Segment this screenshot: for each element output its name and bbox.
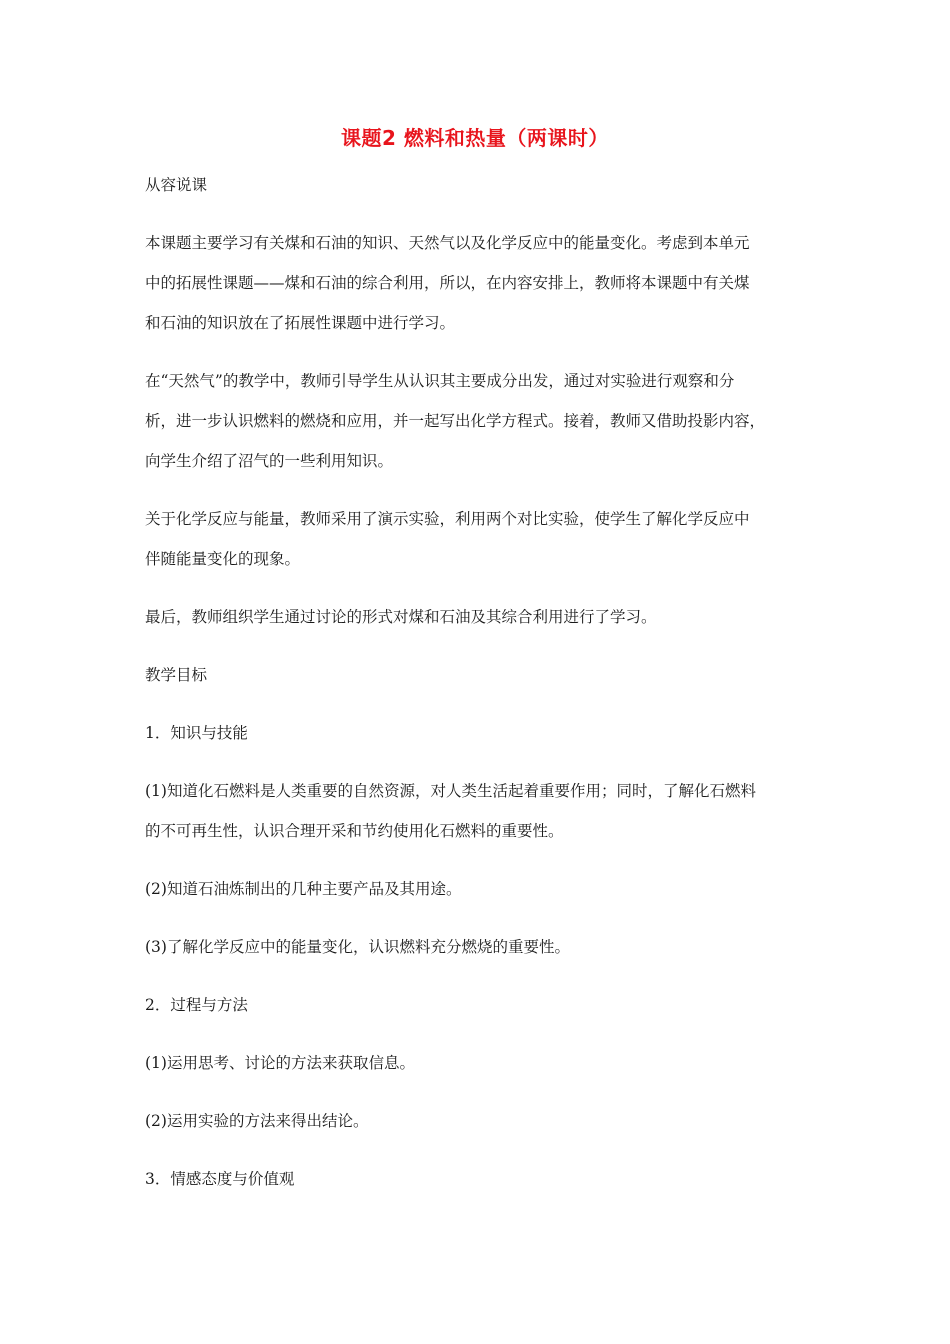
paragraph-line: 和石油的知识放在了拓展性课题中进行学习。 (145, 314, 456, 332)
subheading-knowledge: 1．知识与技能 (145, 724, 248, 742)
paragraph-line: 析，进一步认识燃料的燃烧和应用，并一起写出化学方程式。接着，教师又借助投影内容， (145, 412, 766, 430)
list-item-line: (1)知道化石燃料是人类重要的自然资源，对人类生活起着重要作用；同时，了解化石燃料 (145, 782, 756, 800)
paragraph-line: 伴随能量变化的现象。 (145, 550, 301, 568)
paragraph-line: 关于化学反应与能量，教师采用了演示实验，利用两个对比实验，使学生了解化学反应中 (145, 510, 750, 528)
list-item-line: (2)知道石油炼制出的几种主要产品及其用途。 (145, 880, 462, 898)
paragraph-line: 在“天然气”的教学中，教师引导学生从认识其主要成分出发，通过对实验进行观察和分 (145, 372, 735, 390)
subheading-values: 3．情感态度与价值观 (145, 1170, 295, 1188)
document-title: 课题2 燃料和热量（两课时） (341, 126, 609, 150)
section-heading-shuoke: 从容说课 (145, 176, 208, 194)
section-heading-goals: 教学目标 (145, 666, 208, 684)
list-item-line: (2)运用实验的方法来得出结论。 (145, 1112, 369, 1130)
list-item-line: 的不可再生性，认识合理开采和节约使用化石燃料的重要性。 (145, 822, 564, 840)
paragraph-line: 向学生介绍了沼气的一些利用知识。 (145, 452, 394, 470)
paragraph-line: 最后，教师组织学生通过讨论的形式对煤和石油及其综合利用进行了学习。 (145, 608, 657, 626)
list-item-line: (3)了解化学反应中的能量变化，认识燃料充分燃烧的重要性。 (145, 938, 570, 956)
list-item-line: (1)运用思考、讨论的方法来获取信息。 (145, 1054, 415, 1072)
paragraph-line: 本课题主要学习有关煤和石油的知识、天然气以及化学反应中的能量变化。考虑到本单元 (145, 234, 750, 252)
paragraph-line: 中的拓展性课题——煤和石油的综合利用，所以，在内容安排上，教师将本课题中有关煤 (145, 274, 750, 292)
subheading-process: 2．过程与方法 (145, 996, 248, 1014)
